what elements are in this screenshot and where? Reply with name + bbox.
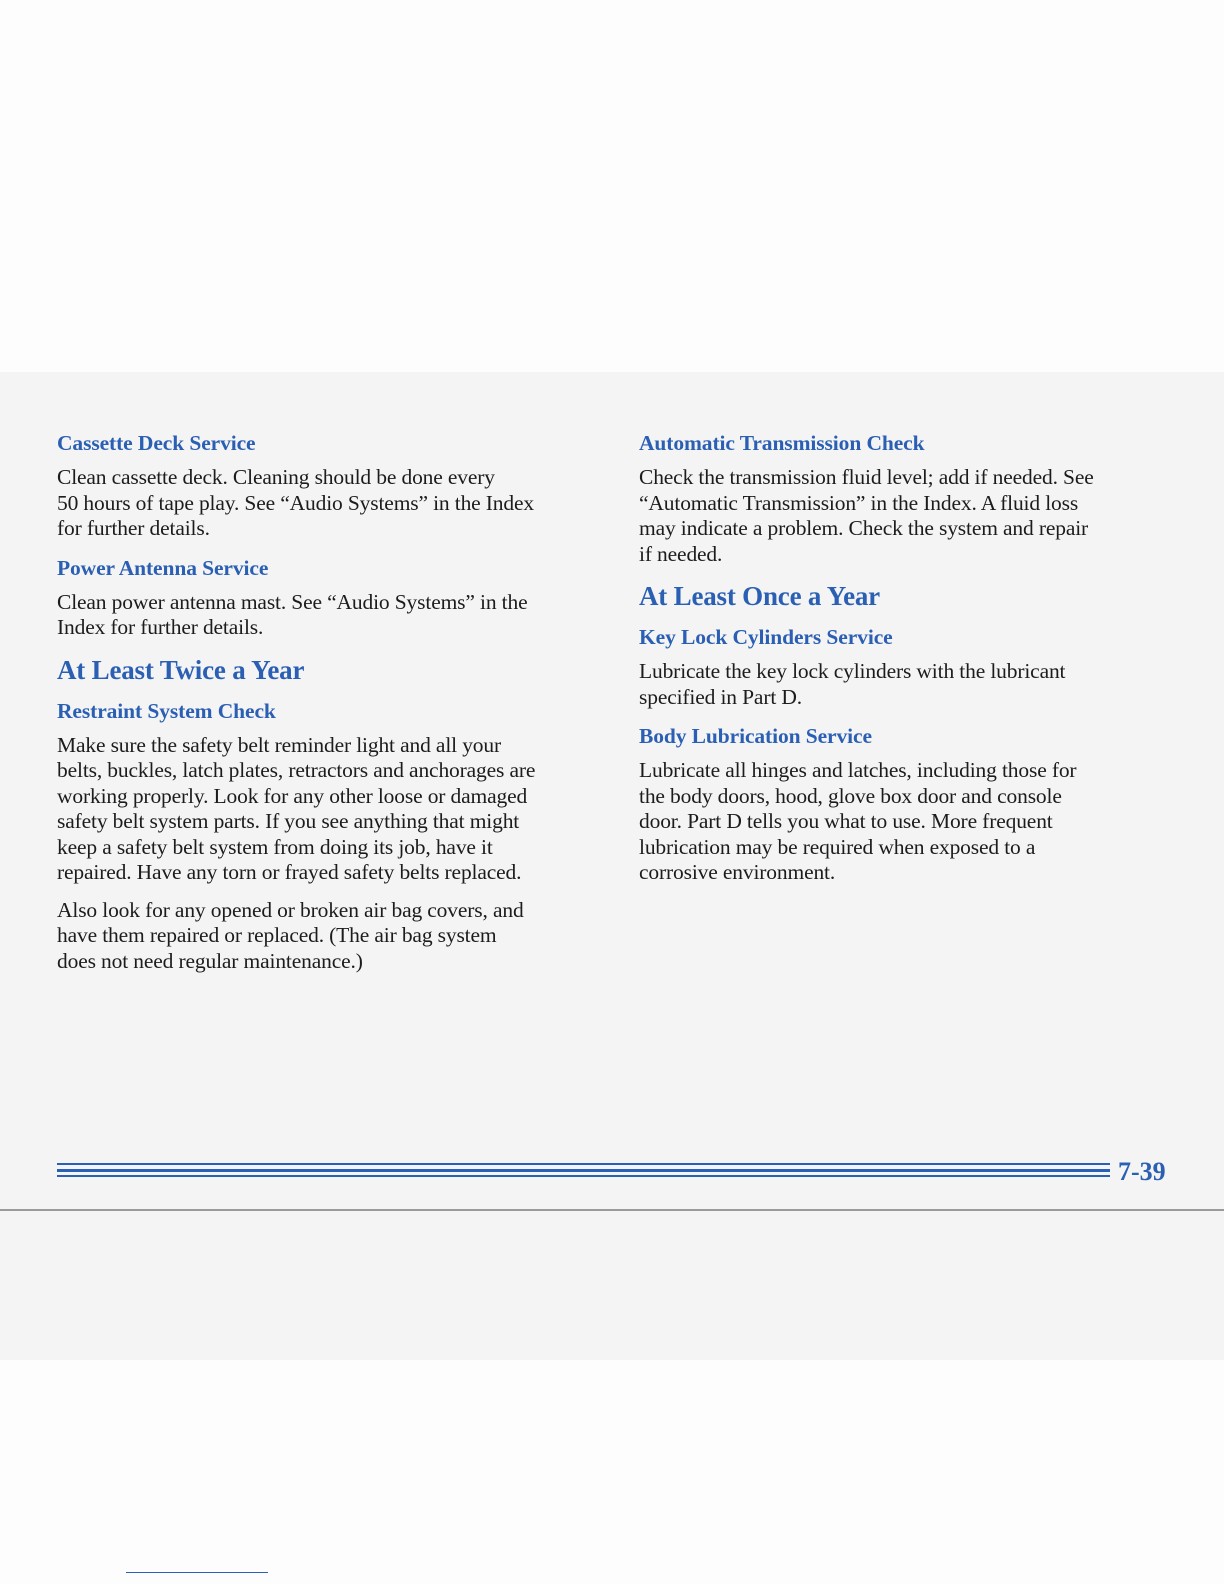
text-line: may indicate a problem. Check the system and repair <box>639 516 1089 540</box>
once-a-year-heading: At Least Once a Year <box>639 581 880 611</box>
restraint-system-paragraph-2 <box>57 898 597 975</box>
text-line: “Automatic Transmission” in the Index. A fluid loss <box>639 490 1079 515</box>
text-line: Clean cassette deck. Cleaning should be done every <box>57 465 495 489</box>
key-lock-text <box>639 659 1159 710</box>
text-line: Index for further details. <box>57 615 264 639</box>
text-line: if needed. <box>639 541 723 566</box>
scan-artifact-line <box>126 1572 268 1573</box>
text-line: 50 hours of tape play. See “Audio Systems” in the Index <box>57 490 534 515</box>
body-lubrication-text <box>639 758 1159 886</box>
text-line: keep a safety belt system from doing its job, have it <box>57 834 493 859</box>
restraint-system-heading: Restraint System Check <box>57 698 276 723</box>
key-lock-heading: Key Lock Cylinders Service <box>639 625 893 649</box>
right-column <box>639 430 1159 898</box>
body-lubrication-heading: Body Lubrication Service <box>639 724 872 748</box>
cassette-deck-text <box>57 465 597 542</box>
text-line: have them repaired or replaced. (The air bag system <box>57 923 497 947</box>
text-line: repaired. Have any torn or frayed safety belts replaced. <box>57 860 522 884</box>
text-line: for further details. <box>57 516 210 540</box>
text-line: Lubricate all hinges and latches, including those for <box>639 758 1077 782</box>
twice-a-year-heading: At Least Twice a Year <box>57 654 305 685</box>
text-line: working properly. Look for any other loose or damaged <box>57 783 528 808</box>
text-line: does not need regular maintenance.) <box>57 948 363 973</box>
page-edge-divider <box>0 1209 1224 1211</box>
cassette-deck-heading: Cassette Deck Service <box>57 431 256 455</box>
footer-rule-line <box>57 1169 1110 1172</box>
transmission-heading: Automatic Transmission Check <box>639 431 925 455</box>
text-line: Lubricate the key lock cylinders with the lubricant <box>639 659 1066 683</box>
left-column <box>57 430 597 986</box>
page-number: 7-39 <box>1118 1157 1166 1186</box>
text-line: belts, buckles, latch plates, retractors and anchorages are <box>57 758 536 782</box>
text-line: the body doors, hood, glove box door and console <box>639 783 1062 808</box>
power-antenna-heading: Power Antenna Service <box>57 555 269 580</box>
footer-rule-line <box>57 1175 1110 1177</box>
text-line: door. Part D tells you what to use. More frequent <box>639 809 1053 833</box>
footer-rule-line <box>57 1163 1110 1165</box>
footer-rule <box>57 1163 1110 1177</box>
text-line: Make sure the safety belt reminder light and all your <box>57 732 502 757</box>
text-line: Check the transmission fluid level; add if needed. See <box>639 465 1094 489</box>
text-line: safety belt system parts. If you see anything that might <box>57 809 520 833</box>
text-line: lubrication may be required when exposed to a <box>639 834 1036 859</box>
text-line: corrosive environment. <box>639 860 836 884</box>
restraint-system-paragraph-1 <box>57 733 597 886</box>
transmission-text <box>639 465 1159 567</box>
text-line: Also look for any opened or broken air bag covers, and <box>57 897 524 922</box>
power-antenna-text <box>57 590 597 641</box>
text-line: Clean power antenna mast. See “Audio Systems” in the <box>57 589 528 614</box>
text-line: specified in Part D. <box>639 684 802 709</box>
